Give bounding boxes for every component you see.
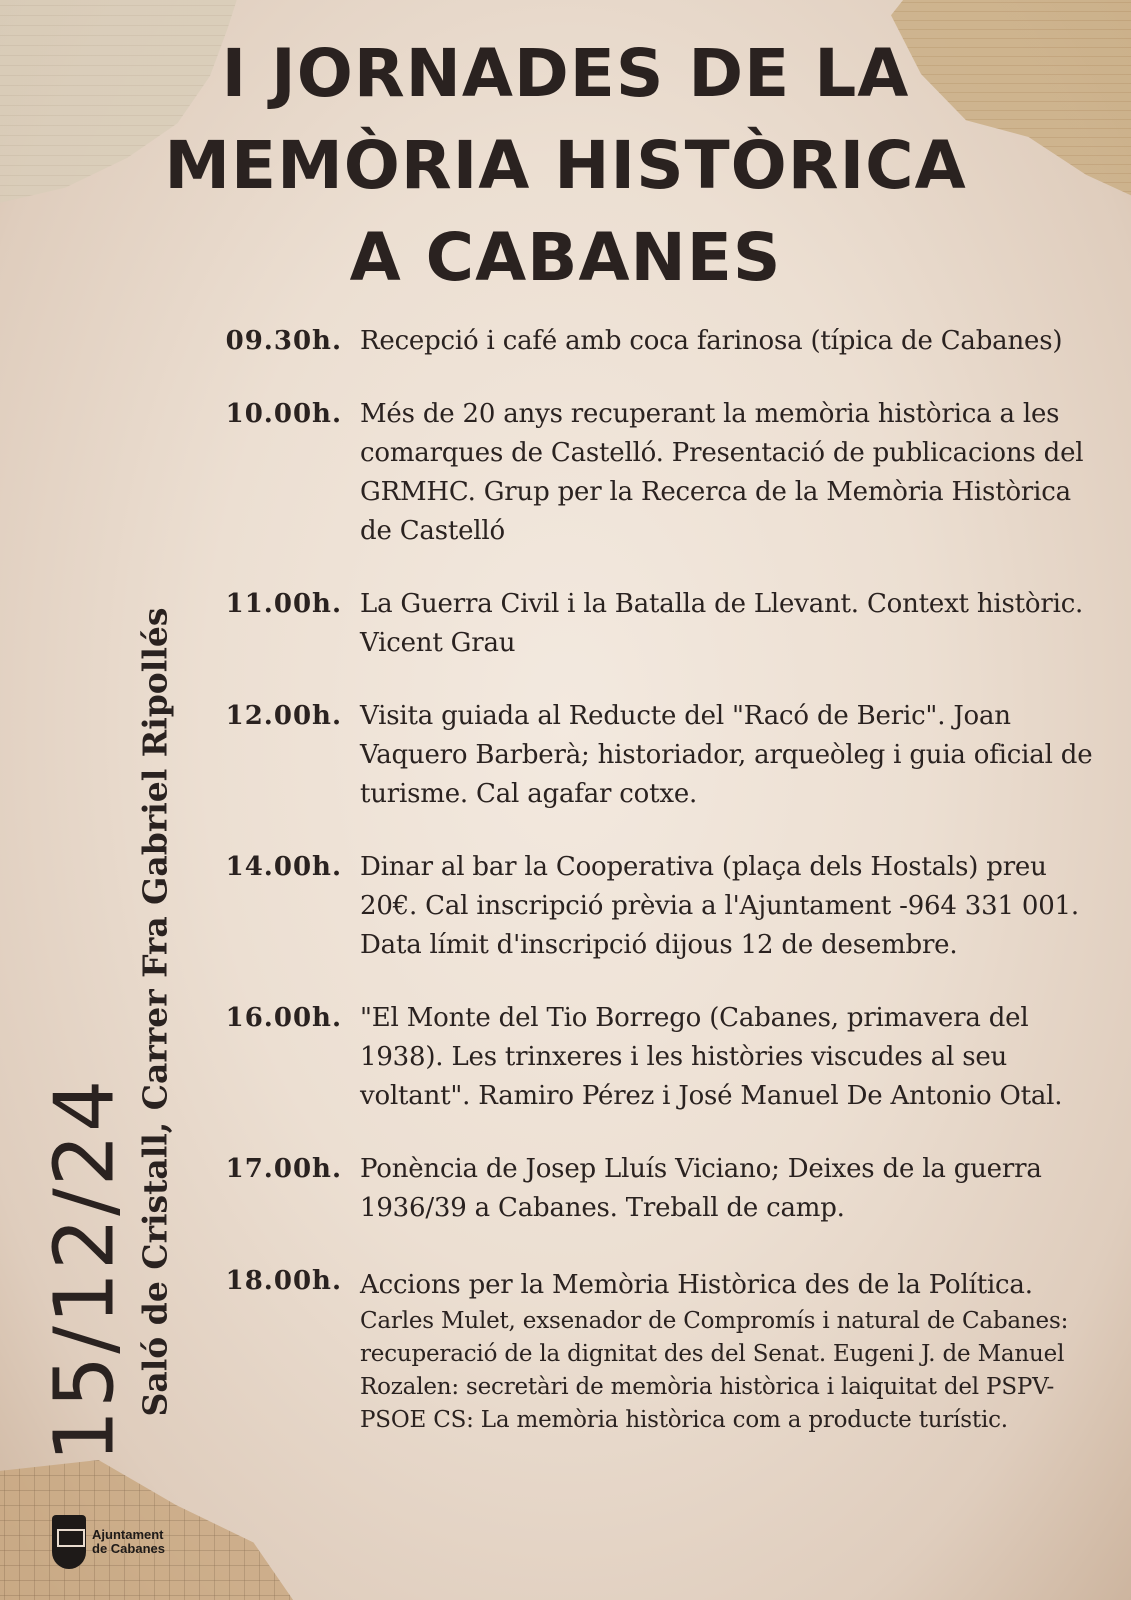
schedule-item (200, 585, 1120, 663)
schedule-description: "El Monte del Tio Borrego (Cabanes, primavera del 1938). Les trinxeres i les històries viscudes al seu voltant". Ramiro Pérez i José Manuel De Antonio Otal. (360, 1003, 1063, 1111)
schedule (200, 322, 1120, 1471)
title-line-2: MEMÒRIA HISTÒRICA (164, 127, 967, 204)
schedule-description: Ponència de Josep Lluís Viciano; Deixes de la guerra 1936/39 a Cabanes. Treball de camp. (360, 1154, 1042, 1223)
schedule-time: 11.00h. (225, 589, 342, 619)
schedule-time: 09.30h. (225, 326, 342, 356)
schedule-item (200, 1262, 1120, 1437)
schedule-time: 12.00h. (225, 701, 342, 731)
schedule-time: 16.00h. (225, 1003, 342, 1033)
schedule-item (200, 395, 1120, 551)
title-line-1: I JORNADES DE LA (221, 35, 910, 112)
schedule-description-lead: Accions per la Memòria Històrica des de la Política. (360, 1270, 1033, 1300)
schedule-description: Dinar al bar la Cooperativa (plaça dels Hostals) preu 20€. Cal inscripció prèvia a l'Ajuntament -964 331 001. Data límit d'inscripció dijous 12 de desembre. (360, 852, 1079, 960)
schedule-description: Recepció i café amb coca farinosa (típica de Cabanes) (360, 326, 1063, 356)
schedule-description: La Guerra Civil i la Batalla de Llevant. Context històric. Vicent Grau (360, 589, 1084, 658)
logo-text (92, 1528, 165, 1556)
schedule-item (200, 848, 1120, 965)
schedule-time: 17.00h. (225, 1154, 342, 1184)
schedule-time: 14.00h. (225, 852, 342, 882)
schedule-description (360, 1266, 1100, 1437)
town-shield-icon (52, 1515, 86, 1569)
schedule-item (200, 697, 1120, 814)
schedule-description: Visita guiada al Reducte del "Racó de Beric". Joan Vaquero Barberà; historiador, arqueòleg i guia oficial de turisme. Cal agafar cotxe. (360, 701, 1093, 809)
event-date: 15/12/24 (37, 1077, 133, 1463)
event-venue: Saló de Cristall, Carrer Fra Gabriel Ripollés (135, 607, 175, 1417)
town-hall-logo (52, 1515, 165, 1569)
schedule-item (200, 322, 1120, 361)
schedule-time: 18.00h. (225, 1266, 342, 1296)
schedule-description-body: Carles Mulet, exsenador de Compromís i natural de Cabanes: recuperació de la dignitat des del Senat. Eugeni J. de Manuel Rozalen: secretàri de memòria històrica i laiquitat del PSPV-PSOE CS: La memòria històrica com a producte turístic. (360, 1308, 1069, 1433)
schedule-item (200, 1150, 1120, 1228)
logo-line-1: Ajuntament (92, 1527, 164, 1542)
poster-title (0, 28, 1131, 304)
schedule-item (200, 999, 1120, 1116)
logo-line-2: de Cabanes (92, 1541, 165, 1556)
schedule-description: Més de 20 anys recuperant la memòria històrica a les comarques de Castelló. Presentació de publicacions del GRMHC. Grup per la Recerca de la Memòria Històrica de Castelló (360, 399, 1084, 546)
title-line-3: A CABANES (349, 219, 782, 296)
schedule-time: 10.00h. (225, 399, 342, 429)
